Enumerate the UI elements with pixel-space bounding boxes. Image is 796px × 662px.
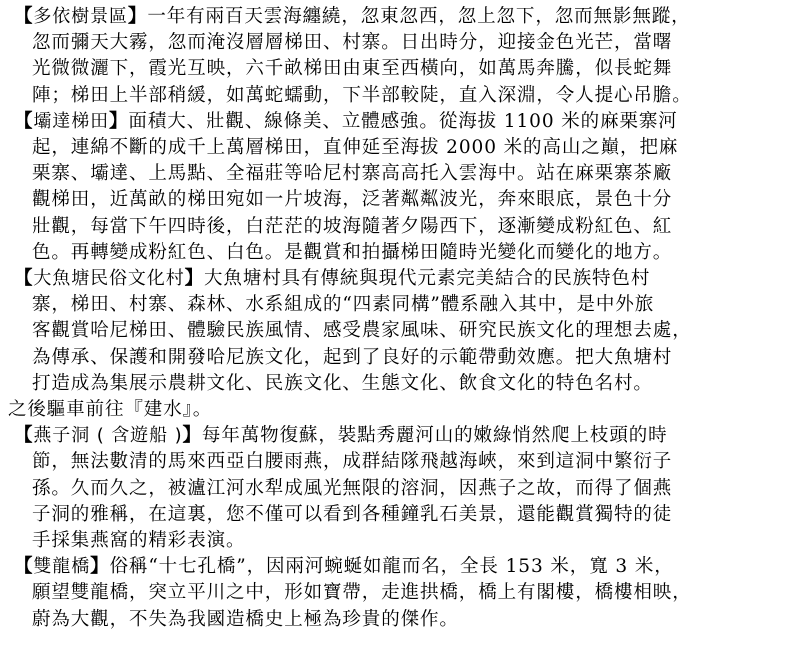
section-title: 大魚塘民俗文化村 [33,268,185,290]
bracket-close: 】 [90,556,110,578]
section-line: 一年有兩百天雲海纏繞，忽東忽西，忽上忽下，忽而無影無蹤， [147,6,691,27]
section-line: 觀梯田，近萬畝的梯田宛如一片坡海，泛著粼粼波光，奔來眼底，景色十分 [32,189,673,211]
section-line: 打造成為集展示農耕文化、民族文化、生態文化、飲食文化的特色名村。 [32,372,653,394]
section-line: 色。再轉變成粉紅色、白色。是觀賞和拍攝梯田隨時光變化而變化的地方。 [32,241,673,263]
section-line: 蔚為大觀，不失為我國造橋史上極為珍貴的傑作。 [32,608,459,630]
section-line: 起，連綿不斷的成千上萬層梯田，直伸延至海拔 2000 米的高山之巔，把麻 [32,137,679,159]
section-title: 壩達梯田 [33,110,110,132]
section-line: 大魚塘村具有傳統與現代元素完美結合的民族特色村 [204,268,651,290]
section-line: 栗寨、壩達、上馬點、全福莊等哈尼村寨高高托入雲海中。站在麻栗寨茶廠 [32,163,673,185]
bracket-close: 】 [184,268,205,290]
section-line: 俗稱“十七孔橋”，因兩河蜿蜒如龍而名，全長 153 米，寬 3 米， [109,556,674,578]
section-shuanglong [14,554,790,633]
bracket-open: 【 [14,6,34,27]
section-line: 手採集燕窩的精彩表演。 [32,530,246,552]
bracket-open: 【 [14,268,34,290]
bracket-close: 】 [182,425,202,447]
section-line: 每年萬物復蘇，裝點秀麗河山的嫩綠悄然爬上枝頭的時 [201,425,668,447]
section-line: 壯觀，每當下午四時後，白茫茫的坡海隨著夕陽西下，逐漸變成粉紅色、紅 [32,215,673,237]
section-duoyishu [14,4,790,109]
section-yanzidong [14,423,790,554]
section-line: 面積大、壯觀、線條美、立體感強。從海拔 1100 米的麻栗寨河 [128,110,678,132]
section-line: 光微微灑下，霞光互映，六千畝梯田由東至西橫向，如萬馬奔騰，似長蛇舞 [32,58,673,80]
bracket-close: 】 [109,110,129,132]
section-line: 為傳承、保護和開發哈尼族文化，起到了良好的示範帶動效應。把大魚塘村 [32,346,673,368]
bracket-open: 【 [14,556,34,578]
transfer-note [8,397,790,423]
section-line: 子洞的雅稱，在這裏，您不僅可以看到各種鐘乳石美景，還能觀賞獨特的徒 [32,503,673,525]
bracket-open: 【 [14,425,34,447]
section-line: 寨，梯田、村寨、森林、水系組成的“四素同構”體系融入其中，是中外旅 [32,294,655,316]
section-bada [14,109,790,266]
section-line: 客觀賞哈尼梯田、體驗民族風情、感受農家風味、研究民族文化的理想去處， [32,320,692,342]
bracket-close: 】 [127,6,148,27]
transfer-line: 之後驅車前往『建水』。 [8,399,213,421]
section-line: 陣；梯田上半部稍緩，如萬蛇蠕動，下半部較陡，直入深淵，令人提心吊膽。 [32,84,692,106]
section-line: 願望雙龍橋，突立平川之中，形如寶帶，走進拱橋，橋上有閣樓，橋樓相映， [32,582,692,604]
section-line: 孫。久而久之，被瀘江河水犁成風光無限的溶洞，因燕子之故，而得了個燕 [32,477,673,499]
section-dayutang [14,266,790,397]
section-line: 忽而彌天大霧，忽而淹沒層層梯田、村寨。日出時分，迎接金色光芒，當曙 [32,32,673,54]
section-line: 節，無法數清的馬來西亞白腰雨燕，成群結隊飛越海峽，來到這洞中繁衍子 [32,451,673,473]
section-title: 燕子洞 ( 含遊船 ) [33,425,183,447]
section-title: 雙龍橋 [33,556,91,578]
section-title: 多依樹景區 [33,6,128,27]
bracket-open: 【 [14,110,34,132]
